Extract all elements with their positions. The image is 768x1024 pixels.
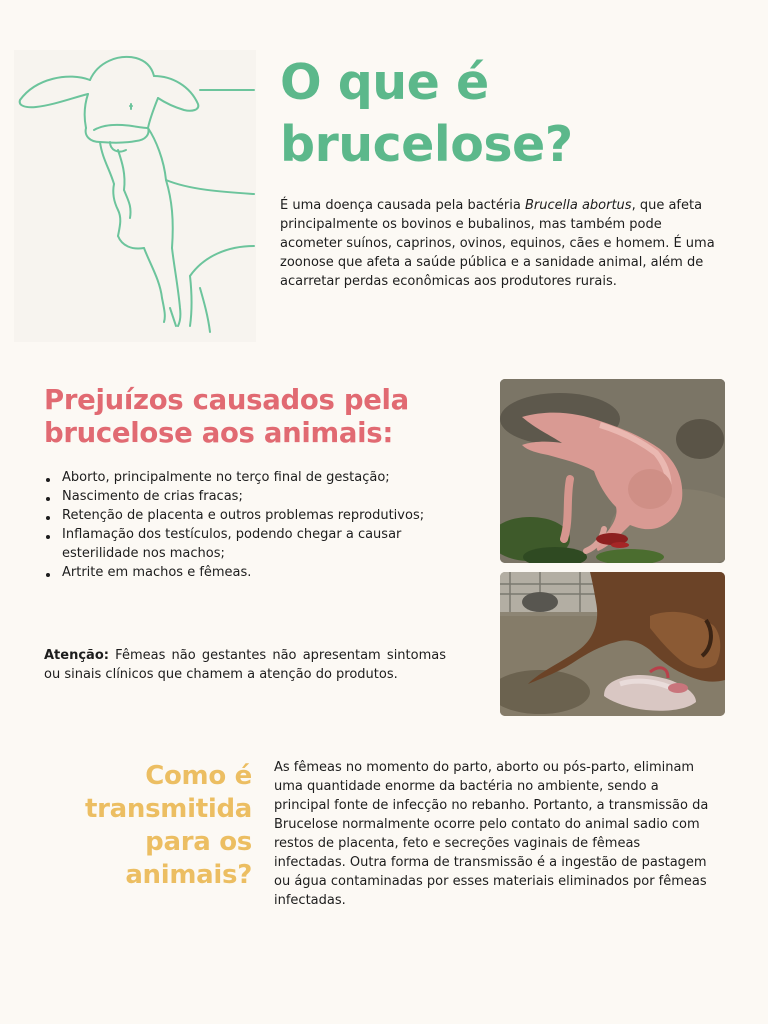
- transmission-title-line-4: animais?: [125, 860, 252, 890]
- transmission-title-line-3: para os: [145, 827, 252, 857]
- attention-note: [44, 646, 446, 684]
- intro-text-end: , que afeta principalmente os bovinos e bubalinos, mas também pode acometer suínos, caprinos, ovinos, equinos, cães e homem. É uma zoonose que afeta a saúde pública e a sanidade animal, além de acarretar perdas econômicas aos produtores rurais.: [280, 198, 715, 289]
- list-item: Retenção de placenta e outros problemas reprodutivos;: [44, 506, 464, 525]
- list-item: Inflamação dos testículos, podendo chegar a causar esterilidade nos machos;: [44, 525, 464, 563]
- bacteria-name: Brucella abortus: [524, 198, 632, 213]
- intro-text-start: É uma doença causada pela bactéria: [280, 198, 525, 213]
- cow-illustration-icon: [14, 50, 256, 342]
- harm-title-line-1: Prejuízos causados pela: [44, 384, 409, 416]
- title-line-1: O que é: [280, 54, 489, 111]
- transmission-title-line-2: transmitida: [85, 794, 252, 824]
- cow-giving-birth-photo: [500, 572, 725, 716]
- aborted-calf-photo: [500, 379, 725, 563]
- harm-title-line-2: brucelose aos animais:: [44, 417, 394, 449]
- transmission-section-title: [30, 760, 252, 892]
- list-item: Artrite em machos e fêmeas.: [44, 563, 464, 582]
- list-item: Nascimento de crias fracas;: [44, 487, 464, 506]
- harm-list: [44, 468, 464, 582]
- list-item: Aborto, principalmente no terço final de gestação;: [44, 468, 464, 487]
- title-line-2: brucelose?: [280, 116, 573, 173]
- attention-text: Fêmeas não gestantes não apresentam sintomas ou sinais clínicos que chamem a atenção do produtos.: [44, 648, 446, 682]
- transmission-paragraph: As fêmeas no momento do parto, aborto ou pós-parto, eliminam uma quantidade enorme da bactéria no ambiente, sendo a principal fonte de infecção no rebanho. Portanto, a transmissão da Brucelose normalmente ocorre pelo contato do animal sadio com restos de placenta, feto e secreções vaginais de fêmeas infectadas. Outra forma de transmissão é a ingestão de pastagem ou água contaminadas por esses materiais eliminados por fêmeas infectadas.: [274, 760, 709, 908]
- attention-label: Atenção:: [44, 648, 109, 663]
- page-title: [280, 52, 740, 176]
- harm-section-title: [44, 384, 494, 450]
- intro-paragraph: [280, 196, 720, 291]
- transmission-title-line-1: Como é: [145, 761, 252, 791]
